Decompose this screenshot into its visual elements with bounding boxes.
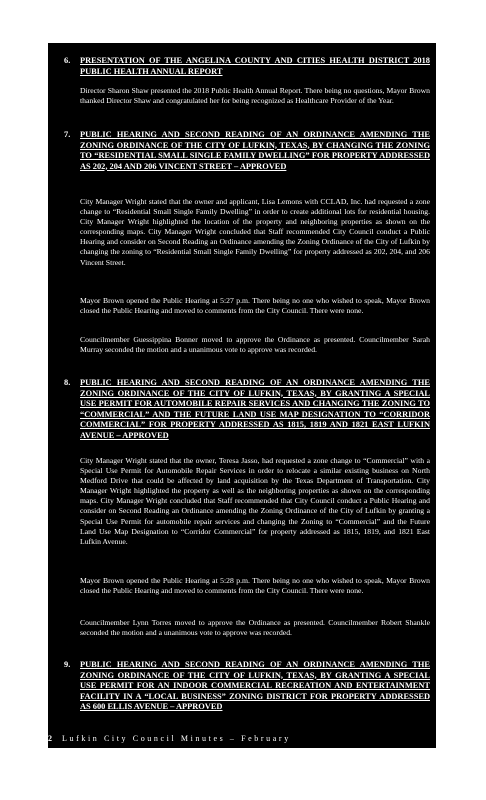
item-heading: PRESENTATION OF THE ANGELINA COUNTY AND CITIES HEALTH DISTRICT 2018 PUBLIC HEALTH ANNUAL REPORT bbox=[80, 56, 430, 76]
item-paragraph: Councilmember Lynn Torres moved to approve the Ordinance as presented. Councilmember Robert Shankle seconded the motion and a unanimous vote to approve was recorded. bbox=[80, 618, 430, 638]
item-number: 8. bbox=[64, 378, 71, 387]
item-paragraph: Councilmember Guessippina Bonner moved to approve the Ordinance as presented. Councilmember Sarah Murray seconded the motion and a unanimous vote to approve was recorded. bbox=[80, 335, 430, 355]
item-number: 7. bbox=[64, 130, 71, 139]
item-paragraph: City Manager Wright stated that the owner and applicant, Lisa Lemons with CCLAD, Inc. had requested a zone change to “Residential Small Single Family Dwelling” in order to create additional lots for residential housing. City Manager Wright highlighted the location of the property and neighboring properties as shown on the corresponding maps. City Manager Wright concluded that Staff recommended City Council conduct a Public Hearing and consider on Second Reading an Ordinance amending the Zoning Ordinance of the City of Lufkin by changing the zoning to “Residential Small Single Family Dwelling” for property addressed as 202, 204, and 206 Vincent Street. bbox=[80, 197, 430, 267]
item-number: 6. bbox=[64, 56, 71, 65]
item-heading: PUBLIC HEARING AND SECOND READING OF AN ORDINANCE AMENDING THE ZONING ORDINANCE OF THE CITY OF LUFKIN, TEXAS, BY CHANGING THE ZONING TO “RESIDENTIAL SMALL SINGLE FAMILY DWELLING” FOR PROPERTY ADDRESSED AS 202, 204 AND 206 VINCENT STREET – APPROVED bbox=[80, 130, 430, 171]
item-heading: PUBLIC HEARING AND SECOND READING OF AN ORDINANCE AMENDING THE ZONING ORDINANCE OF THE CITY OF LUFKIN, TEXAS, BY GRANTING A SPECIAL USE PERMIT FOR AN INDOOR COMMERCIAL RECREATION AND ENTERTAINMENT FACILITY IN A “LOCAL BUSINESS” ZONING DISTRICT FOR PROPERTY ADDRESSED AS 600 ELLIS AVENUE – APPROVED bbox=[80, 660, 430, 711]
item-paragraph: Director Sharon Shaw presented the 2018 Public Health Annual Report. There being no questions, Mayor Brown thanked Director Shaw and congratulated her for being recognized as Healthcare Provider of the Year. bbox=[80, 86, 430, 106]
item-paragraph: Mayor Brown opened the Public Hearing at 5:27 p.m. There being no one who wished to speak, Mayor Brown closed the Public Hearing and moved to comments from the City Council. There were none. bbox=[80, 296, 430, 316]
item-heading: PUBLIC HEARING AND SECOND READING OF AN ORDINANCE AMENDING THE ZONING ORDINANCE OF THE CITY OF LUFKIN, TEXAS, BY GRANTING A SPECIAL USE PERMIT FOR AUTOMOBILE REPAIR SERVICES AND CHANGING THE ZONING TO “COMMERCIAL” AND THE FUTURE LAND USE MAP DESIGNATION TO “CORRIDOR COMMERCIAL” FOR PROPERTY ADDRESSED AS 1815, 1819 AND 1821 EAST LUFKIN AVENUE – APPROVED bbox=[80, 378, 430, 440]
item-number: 9. bbox=[64, 660, 71, 669]
minutes-page bbox=[48, 43, 436, 748]
footer-title: Lufkin City Council Minutes – February bbox=[62, 734, 291, 743]
item-paragraph: Mayor Brown opened the Public Hearing at 5:28 p.m. There being no one who wished to speak, Mayor Brown closed the Public Hearing and moved to comments from the City Council. There were none. bbox=[80, 576, 430, 596]
page-footer bbox=[48, 733, 436, 747]
page-number: 2 bbox=[48, 734, 52, 743]
item-paragraph: City Manager Wright stated that the owner, Teresa Jasso, had requested a zone change to “Commercial” with a Special Use Permit for Automobile Repair Services in order to relocate a similar existing business on North Medford Drive that could be affected by land acquisition by the Texas Department of Transportation. City Manager Wright highlighted the property as well as the neighboring properties as shown on the corresponding maps. City Manager Wright concluded that Staff recommended that City Council conduct a Public Hearing and consider on Second Reading an Ordinance amending the Zoning Ordinance of the City of Lufkin by granting a Special Use Permit for automobile repair services and changing the Zoning to “Commercial” and the Future Land Use Map Designation to “Corridor Commercial” for property addressed as 1815, 1819, and 1821 East Lufkin Avenue. bbox=[80, 456, 430, 546]
